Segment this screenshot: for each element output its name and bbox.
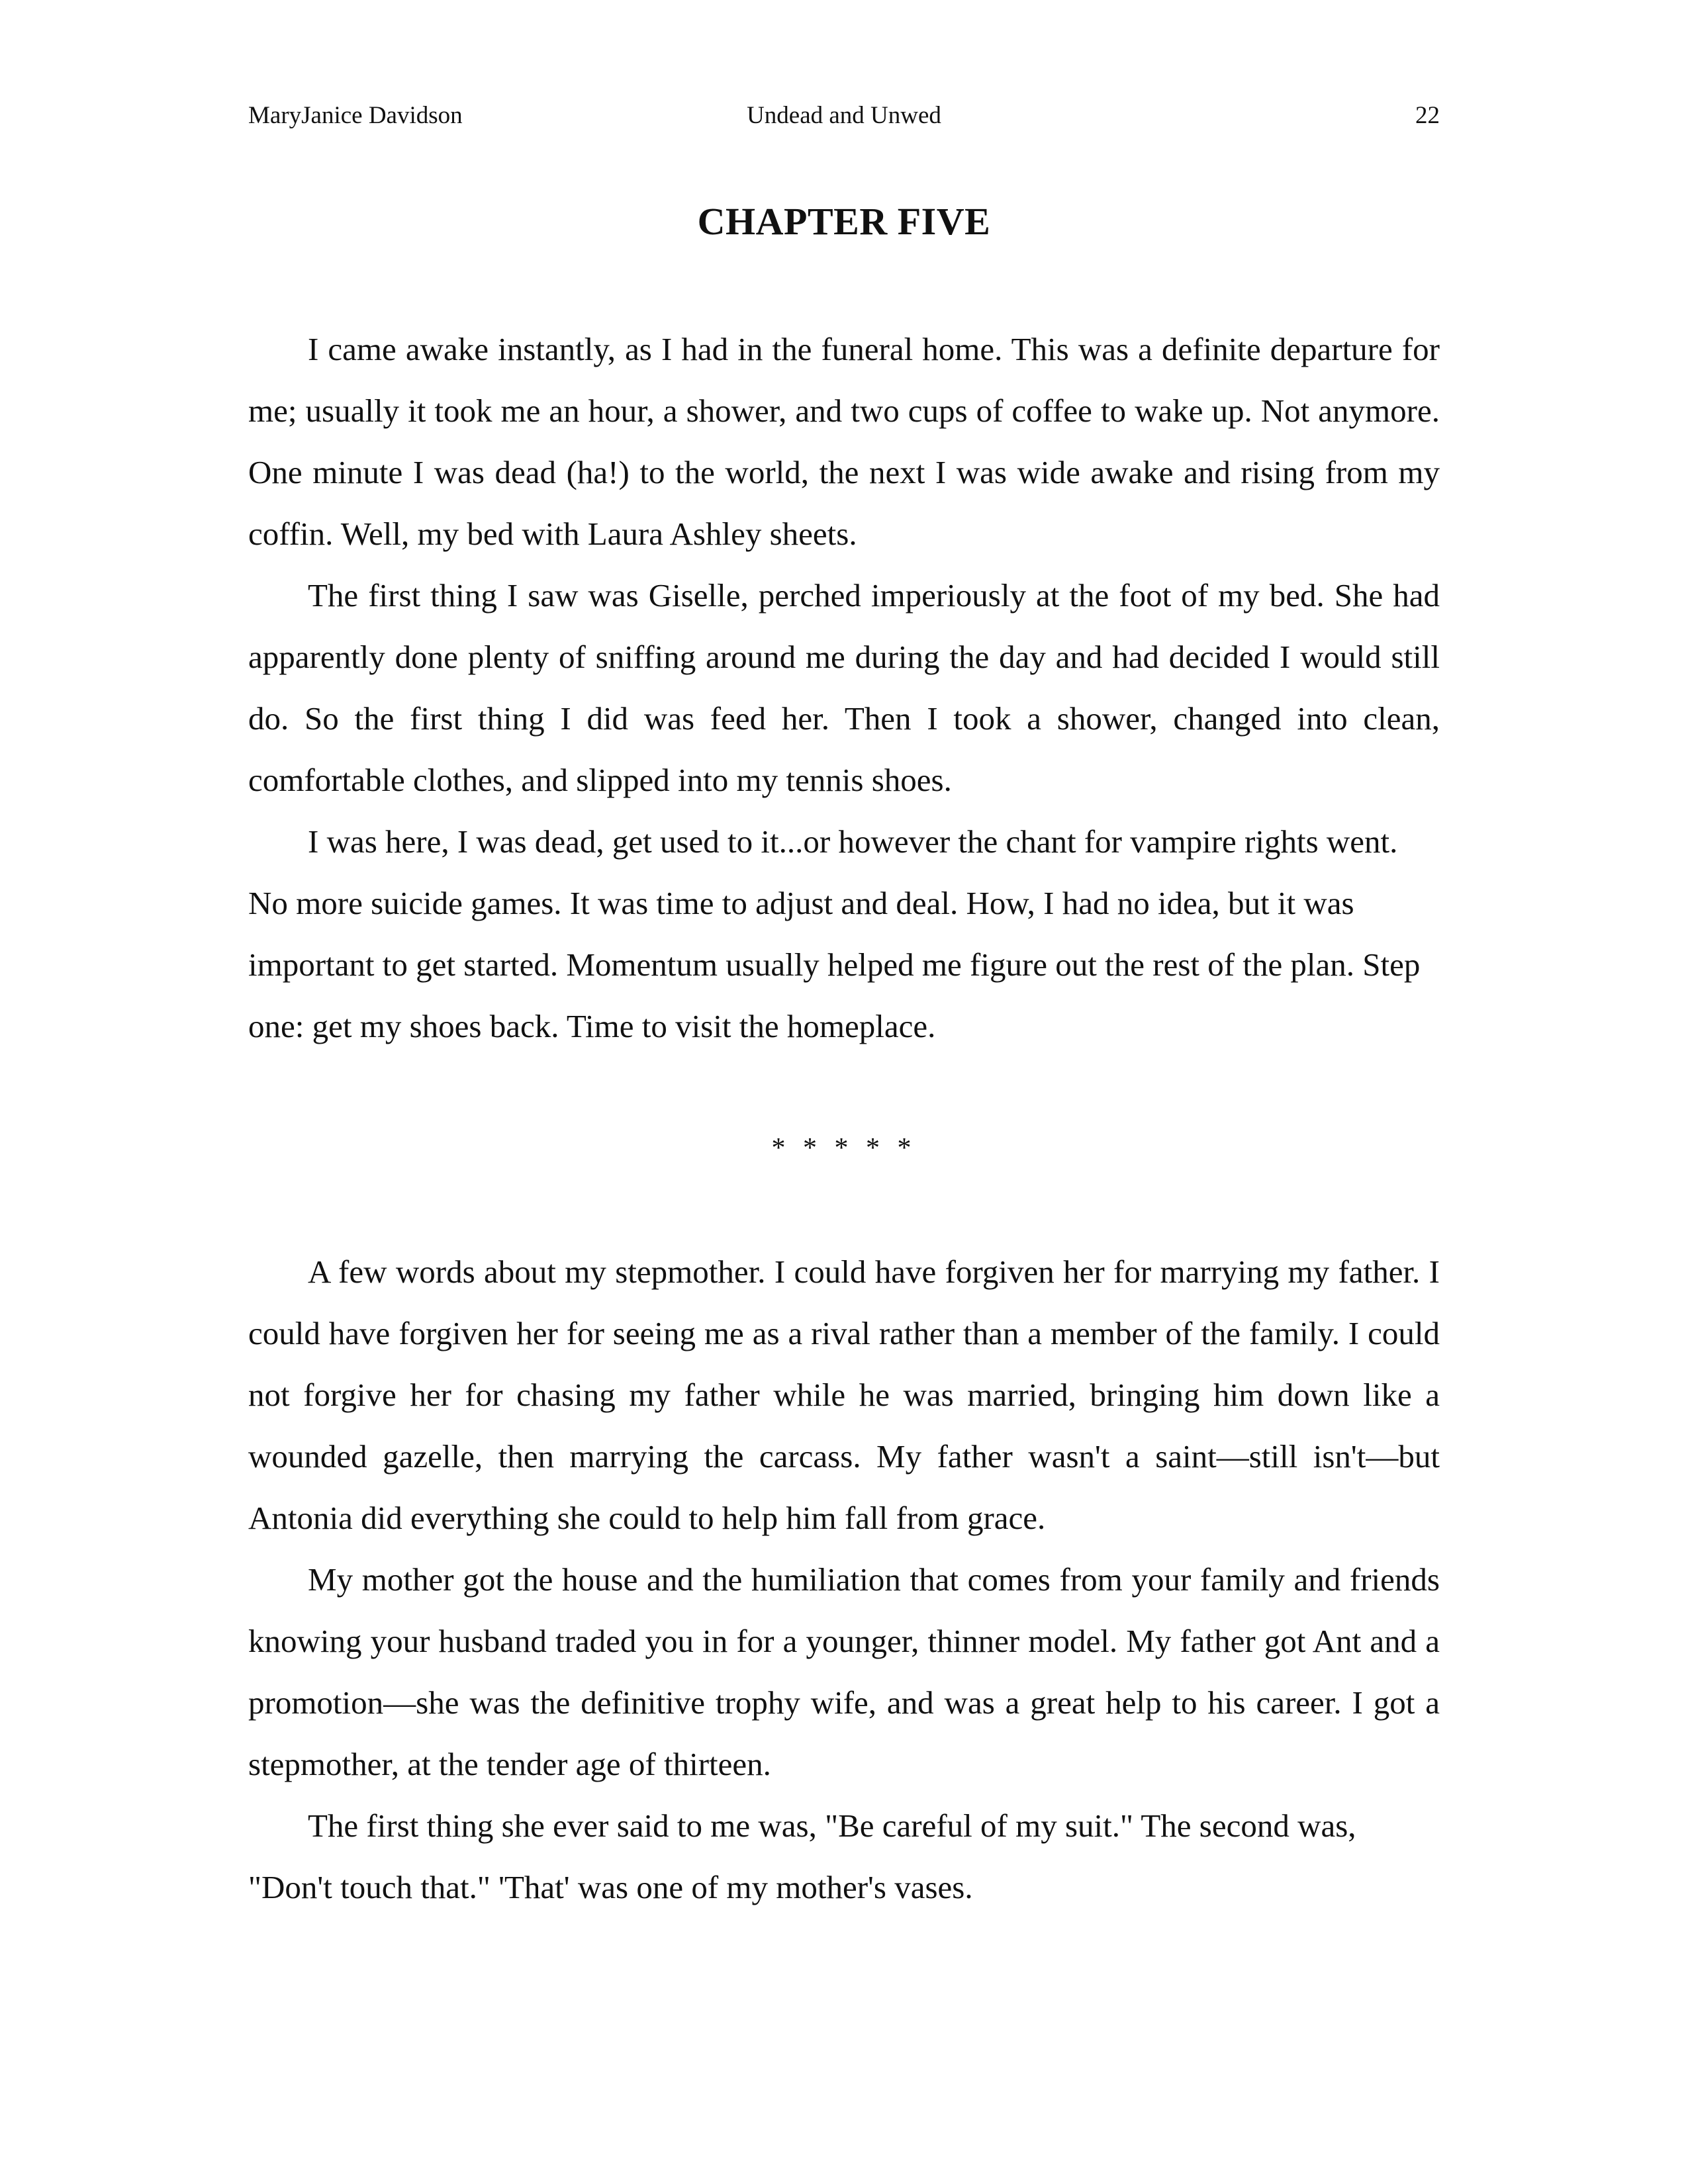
paragraph: I came awake instantly, as I had in the funeral home. This was a definite departure for me; usually it took me an hour, a shower, and two cups of coffee to wake up. Not anymore. One minute I was dead (ha!) to the world, the next I was wide awake and rising from my coffin. Well, my bed with Laura Ashley sheets. bbox=[248, 331, 1440, 552]
paragraph: The first thing I saw was Giselle, perched imperiously at the foot of my bed. She had apparently done plenty of sniffing around me during the day and had decided I would still do. So the first thing I did was feed her. Then I took a shower, changed into clean, comfortable clothes, and slipped into my tennis shoes. bbox=[248, 577, 1440, 798]
paragraph: I was here, I was dead, get used to it...or however the chant for vampire rights went. No more suicide games. It was time to adjust and deal. How, I had no idea, but it was important to get started. Momentum usually helped me figure out the rest of the plan. Step one: get my shoes back. Time to visit the homeplace. bbox=[248, 823, 1421, 1044]
section-one bbox=[248, 318, 1440, 1057]
paragraph: A few words about my stepmother. I could have forgiven her for marrying my father. I could have forgiven her for seeing me as a rival rather than a member of the family. I could not forgive her for chasing my father while he was married, bringing him down like a wounded gazelle, then marrying the carcass. My father wasn't a saint—still isn't—but Antonia did everything she could to help him fall from grace. bbox=[248, 1253, 1440, 1536]
running-head-author: MaryJanice Davidson bbox=[248, 102, 463, 129]
section-two bbox=[248, 1241, 1440, 1918]
chapter-title: CHAPTER FIVE bbox=[697, 200, 991, 243]
paragraph: The first thing she ever said to me was, "Be careful of my suit." The second was, "Don't touch that." 'That' was one of my mother's vases. bbox=[248, 1807, 1356, 1905]
page-number: 22 bbox=[1415, 102, 1440, 129]
scene-break: * * * * * bbox=[771, 1133, 917, 1163]
running-head-title: Undead and Unwed bbox=[747, 102, 941, 129]
running-head bbox=[248, 99, 1440, 132]
paragraph: My mother got the house and the humiliation that comes from your family and friends knowing your husband traded you in for a younger, thinner model. My father got Ant and a promotion—she was the definitive trophy wife, and was a great help to his career. I got a stepmother, at the tender age of thirteen. bbox=[248, 1561, 1440, 1782]
